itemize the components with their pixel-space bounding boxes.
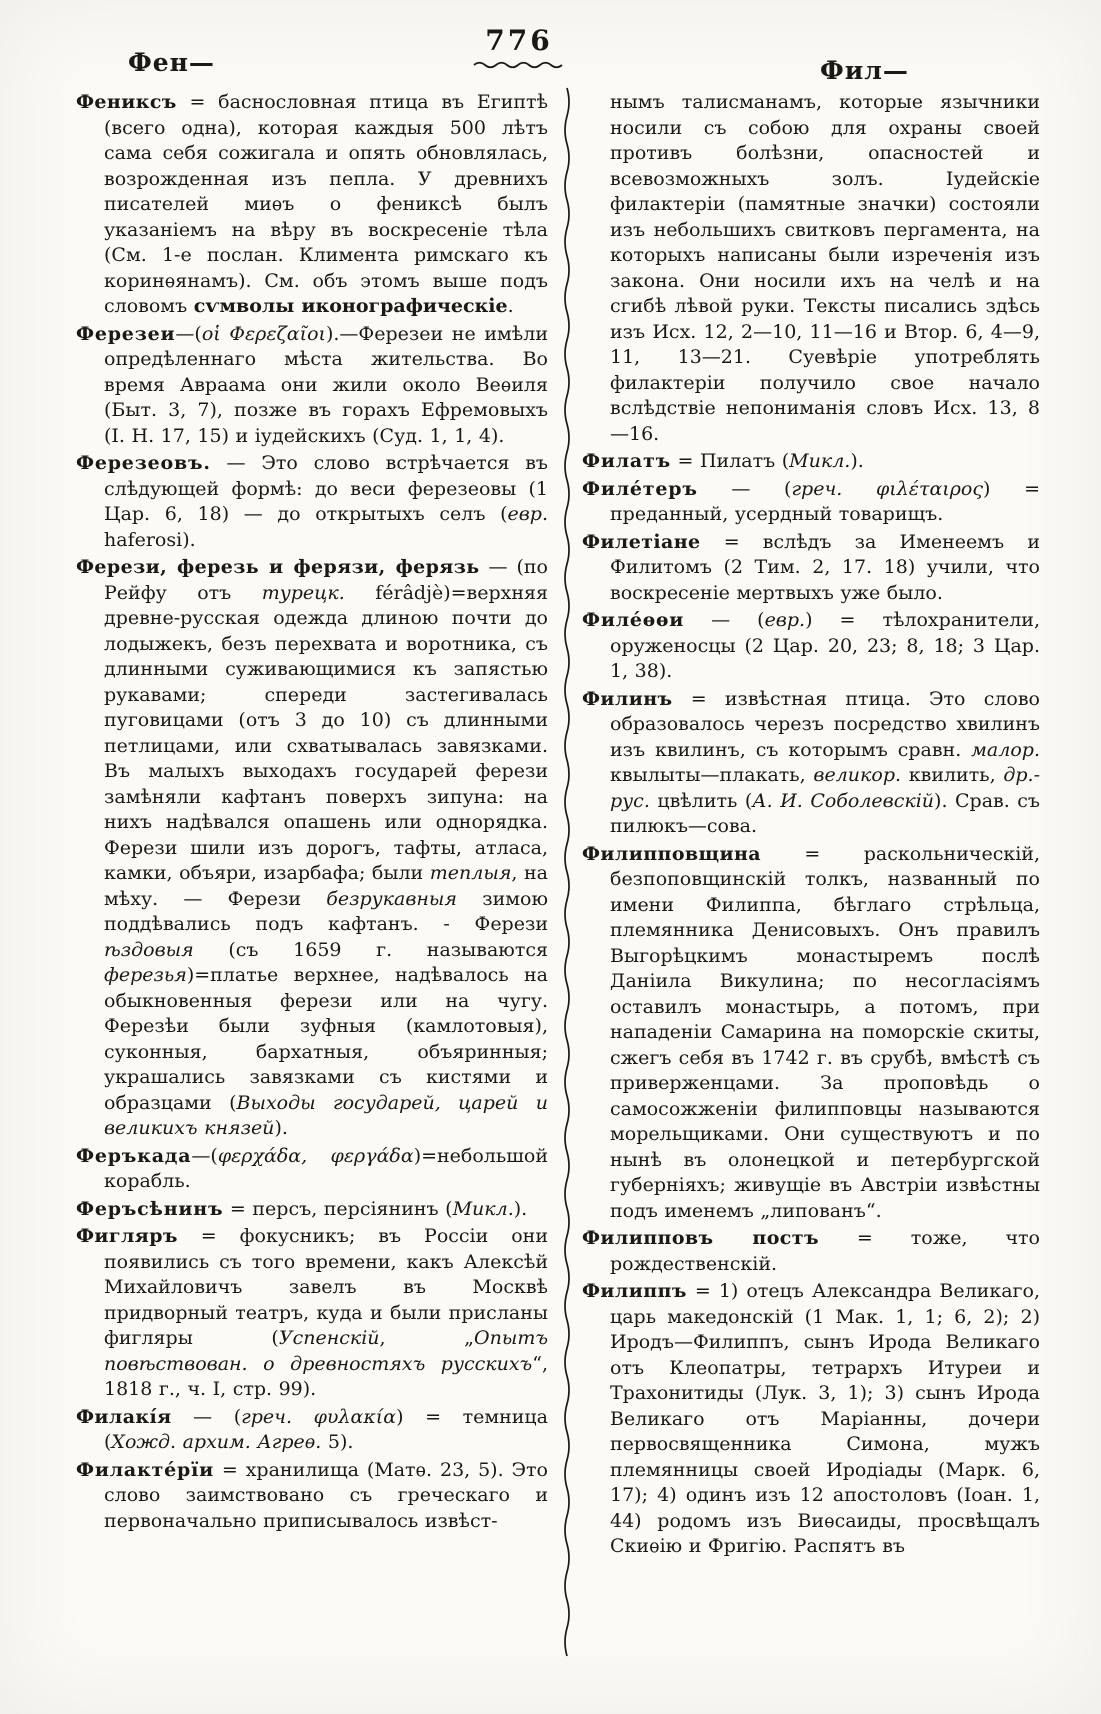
- entry-headword: Филипповщина: [582, 842, 761, 865]
- dictionary-entry: [76, 1144, 548, 1195]
- entry-headword: Ферези, ферезь и ферязи, ферязь: [76, 556, 480, 578]
- running-head-left: Фен—: [128, 48, 215, 77]
- dictionary-entry: [76, 322, 548, 450]
- page-number-underline: [472, 60, 566, 70]
- entry-text-segment: )=платье верхнее, надѣвалось на обыкновенныя ферези или на чугу. Ферезѣи были зуфныя (камлотовыя), суконныя, бархатныя, объяринныя; украшались завязками съ кистями и образцами (: [104, 964, 548, 1114]
- dictionary-entry: [76, 1224, 548, 1403]
- entry-text-segment: цвѣлить (: [649, 789, 753, 812]
- entry-headword: Филипповъ постъ: [582, 1227, 819, 1249]
- right-column: [582, 90, 1040, 1562]
- entry-text-segment: Успенскій: [278, 1327, 380, 1349]
- page-number: 776: [485, 24, 553, 57]
- entry-text-segment: οἱ Φερεζαῖοι: [201, 322, 326, 345]
- dictionary-entry: [582, 449, 1040, 475]
- entry-text-segment: φιλέταιρος: [875, 477, 984, 500]
- entry-text-segment: — (по Рейфу отъ: [104, 556, 548, 604]
- running-head-right: Фил—: [820, 56, 909, 85]
- entry-headword: Филакі́я: [76, 1405, 172, 1428]
- entry-text-segment: — (: [684, 609, 765, 631]
- entry-text-segment: ) = темница (: [104, 1405, 548, 1453]
- entry-headword: Фигляръ: [76, 1225, 178, 1247]
- entry-text-segment: = тоже, что рождественскій.: [610, 1227, 1040, 1275]
- entry-text-segment: нымъ талисманамъ, которые язычники носили съ собою для охраны своей противъ болѣзни, опасностей и всевозможныхъ золъ. Іудейскіе филактеріи (памятные значки) состояли изъ небольшихъ свитковъ пергамента, на которыхъ написаны были изреченія изъ закона. Они носили ихъ на челѣ и на сгибѣ лѣвой руки. Тексты писались здѣсь изъ Исх. 12, 2—10, 11—16 и Втор. 6, 4—9, 11, 13—21. Суевѣріе употреблять филактеріи получило свое начало вслѣдствіе непониманія словъ Исх. 13, 8—16.: [610, 91, 1040, 445]
- entry-text-segment: )=небольшой корабль.: [104, 1144, 548, 1192]
- entry-headword: Ферезеи: [76, 322, 176, 345]
- entry-text-segment: — (: [171, 1405, 242, 1428]
- entry-text-segment: = персъ, персіянинъ (: [223, 1197, 453, 1220]
- entry-headword: Филинъ: [582, 687, 673, 710]
- entry-text-segment: “, 1818 г., ч. I, стр. 99).: [104, 1352, 548, 1400]
- entry-text-segment: ).: [274, 1117, 288, 1139]
- entry-text-segment: Опытъ повѣствован. о древностяхъ русскихъ: [104, 1327, 548, 1375]
- left-column: [76, 90, 548, 1536]
- entry-headword: Феръсѣнинъ: [76, 1197, 224, 1220]
- dictionary-entry: [76, 555, 548, 1142]
- entry-text-segment: —(: [175, 322, 202, 345]
- entry-text-segment: = извѣстная птица. Это слово образовалось черезъ посредство хвилинъ изъ квилинъ, съ которымъ сравн.: [610, 687, 1040, 761]
- entry-text-segment: др.-рус.: [610, 764, 1041, 812]
- entry-text-segment: ).: [850, 450, 864, 472]
- entry-text-segment: Микл.: [452, 1197, 514, 1220]
- entry-text-segment: безрукавныя: [326, 887, 457, 910]
- entry-text-segment: — Это слово встрѣчается въ слѣдующей формѣ: до веси ферезеовы (1 Цар. 6, 18) — до открытыхъ селъ (: [104, 452, 548, 525]
- dictionary-entry: [76, 1458, 548, 1535]
- entry-text-segment: Микл.: [789, 450, 851, 472]
- entry-text-segment: —(: [191, 1144, 218, 1167]
- entry-text-segment: сѵмволы иконографическіе: [193, 295, 508, 317]
- entry-text-segment: зимою поддѣвались подъ кафтанъ. - Ферези: [104, 887, 548, 935]
- entry-text-segment: φυλακία: [313, 1405, 397, 1428]
- entry-text-segment: евр.: [764, 609, 806, 631]
- entry-text-segment: турецк.: [261, 581, 345, 604]
- dictionary-entry: [582, 530, 1040, 607]
- entry-text-segment: = баснословная птица въ Египтѣ (всего одна), которая каждыя 500 лѣтъ сама себя сожигала и опять обновлялась, возрожденная изъ пепла. У древнихъ писателей миѳъ о фениксѣ былъ указаніемъ на вѣру въ воскресеніе тѣла (См. 1-е послан. Климента римскаго къ коринѳянамъ). См. объ этомъ выше подъ словомъ: [104, 91, 548, 317]
- entry-headword: Филе́ѳѳи: [582, 609, 685, 631]
- entry-text-segment: малор.: [971, 738, 1040, 761]
- entry-headword: Феръкада: [76, 1144, 192, 1167]
- entry-headword: Ферезеовъ.: [76, 452, 211, 474]
- entry-text-segment: haferosi).: [104, 528, 196, 551]
- entry-text-segment: = раскольническій, безпоповщинскій толкъ, названный по имени Филиппа, бѣглаго стрѣльца, племянника Денисовыхъ. Онъ правилъ Выгорѣцкимъ монастыремъ послѣ Даніила Викулина; по несогласіямъ оставилъ монастырь, а потомъ, при нападеніи Самарина на поморскіе скиты, сжегъ себя въ 1742 г. въ срубѣ, вмѣстѣ съ приверженцами. За проповѣдь о самосожженіи филипповцы называются морельщиками. Они существуютъ и по нынѣ въ олонецкой и петербургской губерніяхъ; живущіе въ Австріи извѣстны подъ именемъ „липованъ“.: [610, 842, 1040, 1222]
- dictionary-entry: [76, 451, 548, 553]
- entry-text-segment: ).: [513, 1197, 528, 1220]
- entry-text-segment: 5).: [321, 1431, 354, 1453]
- entry-text-segment: = хранилища (Матѳ. 23, 5). Это слово заимствовано съ греческаго и первоначально приписывалось извѣст-: [104, 1458, 548, 1532]
- dictionary-entry: [76, 1405, 548, 1456]
- entry-text-segment: = Пилатъ (: [670, 450, 790, 472]
- entry-text-segment: , на мѣху. — Ферези: [104, 862, 549, 910]
- entry-text-segment: квылыты—плакать,: [610, 764, 814, 786]
- entry-continuation: [582, 90, 1040, 447]
- dictionary-entry: [582, 842, 1040, 1225]
- dictionary-entry: [582, 608, 1040, 685]
- entry-text-segment: ) = тѣлохранители, оруженосцы (2 Цар. 20, 23; 8, 18; 3 Цар. 1, 38).: [610, 609, 1040, 682]
- entry-text-segment: теплыя: [429, 862, 512, 884]
- entry-text-segment: квилить,: [901, 764, 1004, 786]
- column-divider: [560, 86, 574, 1662]
- entry-text-segment: [292, 1406, 314, 1428]
- entry-headword: Фениксъ: [76, 91, 177, 113]
- entry-text-segment: А. И. Соболевскій: [752, 789, 935, 812]
- dictionary-entry: [582, 477, 1040, 528]
- entry-text-segment: великор.: [813, 764, 902, 786]
- entry-text-segment: Хожд. архим. Агреѳ.: [111, 1431, 322, 1453]
- entry-text-segment: .: [507, 295, 514, 317]
- entry-text-segment: ферезья: [104, 964, 187, 986]
- dictionary-entry: [76, 1197, 548, 1223]
- entry-text-segment: = 1) отецъ Александра Великаго, царь македонскій (1 Мак. 1, 1; 6, 2); 2) Иродъ—Филиппъ, сынъ Ирода Великаго отъ Клеопатры, тетрархъ Итуреи и Трахонитиды (Лук. 3, 1); 3) сынъ Ирода Великаго отъ Маріанны, дочери первосвященника Симона, мужъ племянницы своей Иродіады (Марк. 6, 17); 4) одинъ изъ 12 апостоловъ (Іоан. 1, 44) родомъ изъ Виѳсаиды, просвѣщалъ Скиѳію и Фригію. Распятъ въ: [610, 1280, 1040, 1557]
- entry-headword: Филакте́рїи: [76, 1458, 215, 1481]
- dictionary-entry: [582, 1226, 1040, 1277]
- entry-text-segment: ). Срав. съ пилюкъ—сова.: [610, 789, 1040, 837]
- entry-text-segment: греч.: [241, 1405, 293, 1428]
- entry-text-segment: [842, 478, 876, 500]
- entry-text-segment: φερχάδα, φεργάδα: [217, 1144, 414, 1167]
- entry-text-segment: = фокусникъ; въ Россіи они появились съ того времени, какъ Алексѣй Михайловичъ завелъ въ Москвѣ придворный театръ, куда и были присланы фигляры (: [104, 1225, 548, 1349]
- entry-headword: Филиппъ: [582, 1280, 687, 1302]
- entry-text-segment: Выходы государей, царей и великихъ князей: [104, 1091, 548, 1139]
- entry-text-segment: , „: [379, 1327, 475, 1349]
- dictionary-entry: [76, 90, 548, 320]
- entry-headword: Филетіане: [582, 530, 701, 553]
- entry-text-segment: férâdjè)=верхняя древне-русская одежда длиною почти до лодыжекъ, безъ перехвата и воротника, съ длинными суживающимися къ запястью рукавами; спереди застегивалась пуговицами (отъ 3 до 10) съ длинными петлицами, или схватывалась завязками. Въ малыхъ выходахъ государей ферези замѣняли кафтанъ поверхъ зипуна: на нихъ надѣвался опашень или однорядка. Ферези шили изъ дорогъ, тафты, атласа, камки, объяри, изарбафа; были: [104, 581, 548, 884]
- entry-text-segment: = вслѣдъ за Именеемъ и Филитомъ (2 Тим. 2, 17. 18) учили, что воскресеніе мертвыхъ уже было.: [610, 530, 1040, 604]
- entry-text-segment: — (: [697, 477, 792, 500]
- entry-text-segment: греч.: [791, 477, 843, 500]
- dictionary-entry: [582, 1279, 1040, 1560]
- entry-headword: Филе́теръ: [582, 477, 698, 500]
- dictionary-entry: [582, 687, 1040, 840]
- entry-text-segment: (съ 1659 г. называются: [193, 938, 548, 961]
- entry-text-segment: ѣздовыя: [104, 938, 194, 961]
- entry-headword: Филатъ: [582, 450, 671, 472]
- entry-text-segment: евр.: [507, 503, 548, 525]
- entry-text-segment: ) = преданный, усердный товарищъ.: [610, 477, 1040, 525]
- entry-text-segment: ).—Ферезеи не имѣли опредѣленнаго мѣста жительства. Во время Авраама они жили около Веѳиля (Быт. 3, 7), позже въ горахъ Ефремовыхъ (І. Н. 17, 15) и іудейскихъ (Суд. 1, 1, 4).: [104, 322, 548, 447]
